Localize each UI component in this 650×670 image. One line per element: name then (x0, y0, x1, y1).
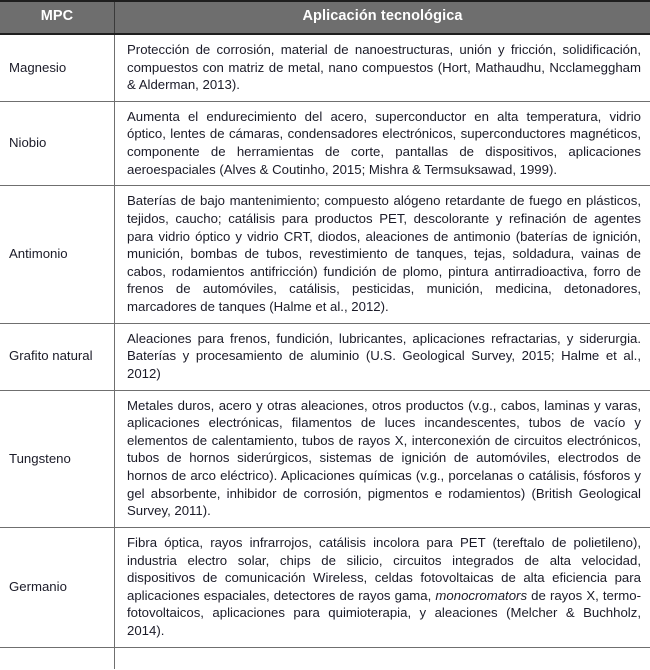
table-row (0, 323, 650, 390)
table-row (0, 186, 650, 323)
table-header-row (0, 1, 650, 34)
table-row-partial (0, 647, 650, 669)
cell-aplicacion-text (115, 647, 650, 669)
cell-mpc-name: Magnesio (0, 34, 115, 101)
table-row (0, 527, 650, 647)
cell-mpc-name: Tungsteno (0, 390, 115, 527)
table-row (0, 34, 650, 101)
cell-aplicacion-text: Aleaciones para frenos, fundición, lubricantes, aplicaciones refractarias, y siderurgia. Baterías y procesamiento de aluminio (U.S. Geological Survey, 2015; Halme et al., 2012) (115, 323, 650, 390)
cell-mpc-name: Niobio (0, 101, 115, 186)
column-header-mpc: MPC (0, 1, 115, 34)
table-header (0, 1, 650, 34)
cell-mpc-name: Antimonio (0, 186, 115, 323)
cell-mpc-name: Grafito natural (0, 323, 115, 390)
cell-aplicacion-text: Fibra óptica, rayos infrarrojos, catálisis incolora para PET (tereftalo de polietileno), industria electro solar, chips de silicio, circuitos integrados de alta velocidad, dispositivos de comunicación Wireless, celdas fotovoltaicas de alta eficiencia para aplicaciones espaciales, detectores de rayos gama, monocromators de rayos X, termo-fotovoltaicos, aplicaciones para quimioterapia, y aleaciones (Melcher & Buchholz, 2014). (115, 527, 650, 647)
emphasised-term: monocromators (435, 587, 528, 603)
cell-mpc-name (0, 647, 115, 669)
cell-aplicacion-text: Baterías de bajo mantenimiento; compuesto alógeno retardante de fuego en plásticos, tejidos, caucho; catálisis para productos PET, descolorante y refinación de agentes para vidrio óptico y vidrio CRT, diodos, aleaciones de antimonio (baterías de ignición, munición, bombas de tubos, revestimiento de tanques, tejas, soldadura, vainas de cabos, rodamientos antifricción) fundición de plomo, pintura antirradioactiva, forro de frenos de automóviles, catálisis, pesticidas, munición, medicina, detonadores, marcadores de tanques (Halme et al., 2012). (115, 186, 650, 323)
cell-aplicacion-text: Protección de corrosión, material de nanoestructuras, unión y fricción, solidificación, compuestos con matriz de metal, nano compuestos (Hort, Mathaudhu, Ncclameggham & Alderman, 2013). (115, 34, 650, 101)
table-body (0, 34, 650, 669)
cell-aplicacion-text: Metales duros, acero y otras aleaciones, otros productos (v.g., cabos, laminas y varas, aplicaciones electrónicas, filamentos de luces incandescentes, tubos de vacío y elementos de calentamiento, tubos de rayos X, interconexión de circuitos electrónicos, tubos de hornos siderúrgicos, sistemas de ignición de automóviles, electrodos de hornos de arco eléctrico). Aplicaciones químicas (v.g., porcelanas o catálisis, fósforos y gel absorbente, inhibidor de corrosión, pigmentos e rodamientos) (British Geological Survey, 2011). (115, 390, 650, 527)
table-row (0, 101, 650, 186)
cell-aplicacion-text: Aumenta el endurecimiento del acero, superconductor en alta temperatura, vidrio óptico, lentes de cámaras, condensadores electrónicos, superconductores magnéticos, componente de herramientas de corte, pantallas de dispositivos, aplicaciones aeroespaciales (Alves & Coutinho, 2015; Mishra & Termsuksawad, 1999). (115, 101, 650, 186)
column-header-aplicacion: Aplicación tecnológica (115, 1, 650, 34)
cell-mpc-name: Germanio (0, 527, 115, 647)
table-row (0, 390, 650, 527)
